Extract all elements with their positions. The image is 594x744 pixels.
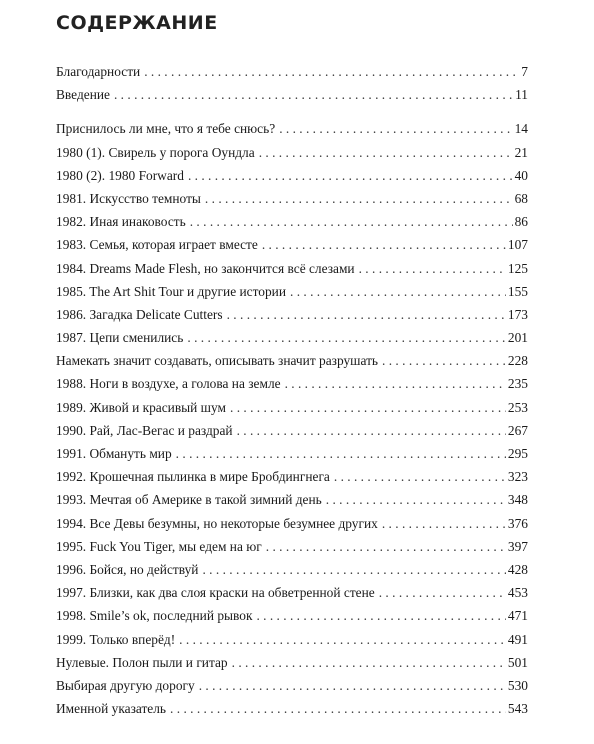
toc-entry (56, 372, 528, 395)
toc-dot-leader (202, 558, 505, 581)
toc-dot-leader (170, 697, 506, 720)
toc-entry-title: Благодарности (56, 64, 141, 79)
toc-dot-leader (179, 628, 506, 651)
toc-entry-title: 1992. Крошечная пылинка в мире Бробдингнега (56, 469, 330, 485)
toc-entry-page: 173 (507, 306, 528, 322)
toc-entry-title: Именной указатель (56, 701, 167, 717)
toc-entry-title: 1984. Dreams Made Flesh, но закончится всё слезами (56, 260, 355, 276)
toc-entry-page: 11 (515, 87, 528, 103)
toc-entry (56, 280, 528, 303)
toc-dot-leader (199, 674, 506, 697)
toc-entry (56, 210, 528, 233)
toc-dot-leader (256, 604, 505, 627)
toc-entry (56, 187, 528, 210)
toc-entry-title: 1980 (2). 1980 Forward (56, 167, 184, 183)
toc-entry-page: 267 (507, 422, 528, 438)
toc-dot-leader (379, 581, 506, 604)
toc-entry (56, 164, 528, 187)
toc-list (56, 60, 528, 720)
toc-entry-title: Выбирая другую дорогу (56, 677, 195, 693)
toc-entry (56, 396, 528, 419)
toc-entry-page: 501 (507, 654, 528, 670)
toc-entry-page: 428 (507, 561, 528, 577)
toc-dot-leader (279, 117, 512, 140)
toc-entry (56, 442, 528, 465)
toc-dot-leader (232, 651, 506, 674)
toc-entry-page: 228 (507, 353, 528, 369)
toc-dot-leader (187, 326, 506, 349)
toc-entry-title: 1998. Smile’s ok, последний рывок (56, 608, 253, 624)
toc-entry-page: 491 (507, 631, 528, 647)
toc-entry-title: Приснилось ли мне, что я тебе снюсь? (56, 121, 276, 137)
toc-entry (56, 628, 528, 651)
toc-entry (56, 303, 528, 326)
toc-entry-page: 453 (507, 585, 528, 601)
toc-entry-title: Нулевые. Полон пыли и гитар (56, 654, 228, 670)
toc-dot-leader (227, 303, 506, 326)
toc-entry-page: 471 (507, 608, 528, 624)
toc-entry (56, 512, 528, 535)
toc-dot-leader (285, 372, 506, 395)
toc-dot-leader (290, 280, 506, 303)
toc-dot-leader (176, 442, 506, 465)
toc-entry-title: Намекать значит создавать, описывать значит разрушать (56, 353, 379, 369)
toc-entry-page: 376 (507, 515, 528, 531)
toc-dot-leader (326, 488, 506, 511)
toc-dot-leader (359, 257, 506, 280)
toc-entry-title: 1987. Цепи сменились (56, 330, 184, 346)
toc-entry (56, 558, 528, 581)
toc-entry (56, 326, 528, 349)
toc-dot-leader (262, 233, 506, 256)
toc-entry-page: 86 (514, 214, 528, 230)
toc-entry-title: Введение (56, 87, 110, 103)
toc-entry-page: 21 (514, 144, 528, 160)
toc-entry (56, 419, 528, 442)
toc-dot-leader (237, 419, 506, 442)
toc-entry-title: 1985. The Art Shit Tour и другие истории (56, 283, 286, 299)
toc-entry (56, 60, 528, 83)
toc-entry-title: 1989. Живой и красивый шум (56, 399, 226, 415)
toc-entry (56, 83, 528, 106)
toc-entry-page: 348 (507, 492, 528, 508)
toc-dot-leader (144, 60, 519, 83)
toc-entry-page: 7 (521, 64, 528, 79)
toc-dot-leader (334, 465, 506, 488)
toc-entry (56, 349, 528, 372)
toc-entry-page: 323 (507, 469, 528, 485)
toc-entry-title: 1996. Бойся, но действуй (56, 561, 199, 577)
toc-entry-title: 1994. Все Девы безумны, но некоторые безумнее других (56, 515, 378, 531)
toc-dot-leader (382, 349, 506, 372)
toc-entry-page: 397 (507, 538, 528, 554)
toc-entry-title: 1982. Иная инаковость (56, 214, 186, 230)
toc-entry-title: 1983. Семья, которая играет вместе (56, 237, 258, 253)
toc-entry (56, 674, 528, 697)
toc-entry (56, 488, 528, 511)
toc-entry-title: 1993. Мечтая об Америке в такой зимний день (56, 492, 322, 508)
toc-entry-page: 155 (507, 283, 528, 299)
toc-entry-title: 1980 (1). Свирель у порога Оундла (56, 144, 255, 160)
toc-entry-page: 125 (507, 260, 528, 276)
toc-entry-page: 235 (507, 376, 528, 392)
toc-entry (56, 581, 528, 604)
toc-entry (56, 117, 528, 140)
toc-entry (56, 465, 528, 488)
toc-entry-title: 1999. Только вперёд! (56, 631, 176, 647)
toc-entry-page: 530 (507, 677, 528, 693)
toc-dot-leader (259, 141, 513, 164)
page-title: СОДЕРЖАНИЕ (56, 12, 218, 34)
toc-entry (56, 604, 528, 627)
toc-dot-leader (205, 187, 513, 210)
toc-entry (56, 651, 528, 674)
toc-entry-page: 107 (507, 237, 528, 253)
toc-dot-leader (266, 535, 506, 558)
toc-entry (56, 257, 528, 280)
toc-entry-title: 1986. Загадка Delicate Cutters (56, 306, 223, 322)
toc-entry (56, 697, 528, 720)
toc-entry-title: 1981. Искусство темноты (56, 190, 201, 206)
toc-entry (56, 141, 528, 164)
toc-entry-title: 1995. Fuck You Tiger, мы едем на юг (56, 538, 262, 554)
toc-entry-page: 201 (507, 330, 528, 346)
toc-entry-page: 40 (514, 167, 528, 183)
toc-entry-title: 1990. Рай, Лас-Вегас и раздрай (56, 422, 233, 438)
toc-entry (56, 233, 528, 256)
toc-entry-page: 543 (507, 701, 528, 717)
toc-entry (56, 535, 528, 558)
toc-entry-page: 68 (514, 190, 528, 206)
toc-dot-leader (114, 83, 513, 106)
toc-dot-leader (190, 210, 513, 233)
toc-entry-title: 1991. Обмануть мир (56, 446, 172, 461)
toc-dot-leader (382, 512, 506, 535)
toc-entry-page: 295 (507, 446, 528, 461)
toc-entry-title: 1997. Близки, как два слоя краски на обветренной стене (56, 585, 375, 601)
toc-entry-page: 253 (507, 399, 528, 415)
toc-dot-leader (188, 164, 513, 187)
toc-entry-title: 1988. Ноги в воздухе, а голова на земле (56, 376, 281, 392)
toc-dot-leader (230, 396, 506, 419)
toc-entry-page: 14 (514, 121, 528, 137)
